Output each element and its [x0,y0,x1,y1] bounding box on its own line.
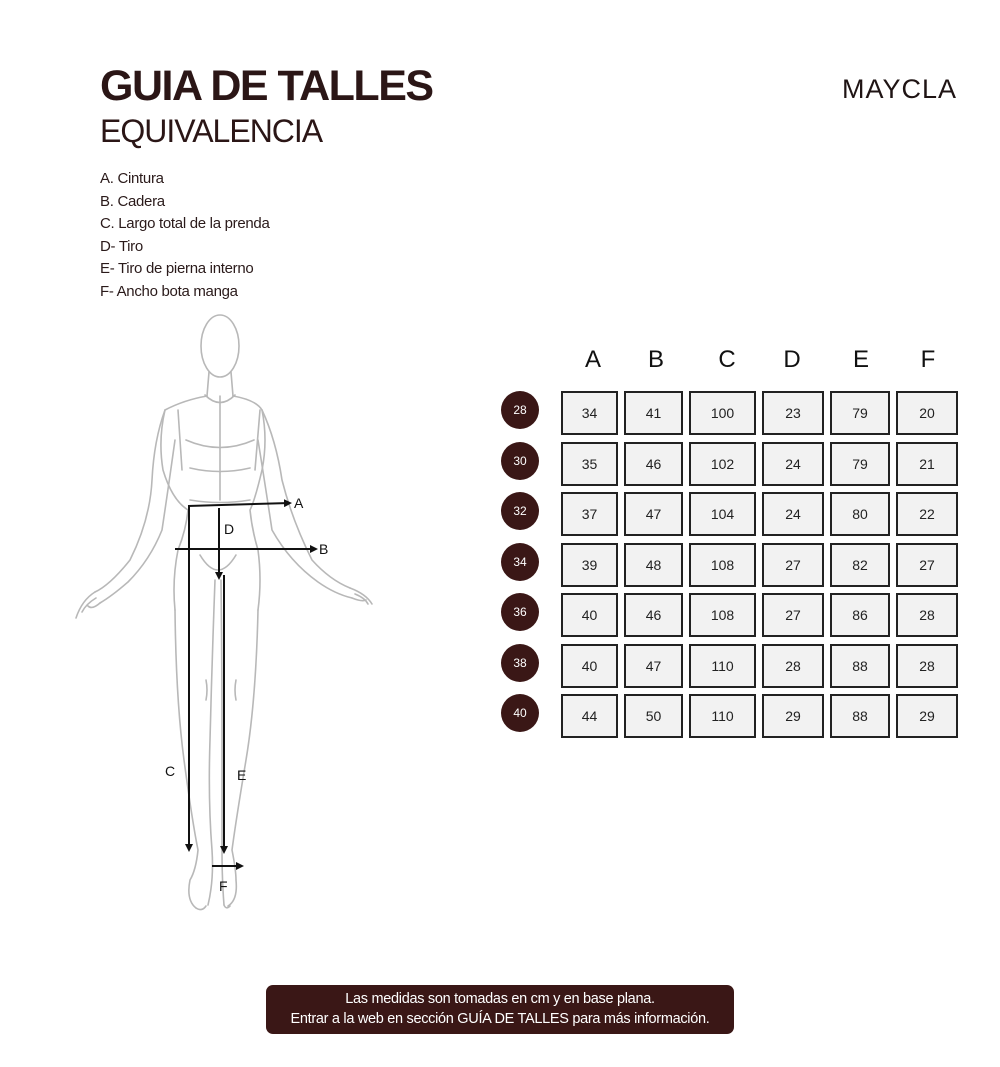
table-cell: 29 [762,694,824,738]
table-cell: 100 [689,391,756,435]
size-badge: 30 [501,442,539,480]
table-cell: 47 [624,644,683,688]
table-cell: 29 [896,694,958,738]
column-header-a: A [584,346,601,373]
figure-label-c: C [165,763,176,779]
figure-label-a: A [294,495,304,511]
table-cell: 110 [689,694,756,738]
table-cell: 88 [830,694,890,738]
legend-item-c: C. Largo total de la prenda [100,215,270,232]
footer-note-line-2: Entrar a la web en sección GUÍA DE TALLES para más información. [290,1011,710,1027]
table-cell: 24 [762,442,824,486]
table-cell: 39 [561,543,618,587]
table-cell: 37 [561,492,618,536]
table-cell: 47 [624,492,683,536]
legend-item-a: A. Cintura [100,170,164,187]
legend-item-d: D- Tiro [100,237,143,255]
table-cell: 80 [830,492,890,536]
table-cell: 88 [830,644,890,688]
table-cell: 28 [896,644,958,688]
table-cell: 27 [896,543,958,587]
column-header-c: C [718,346,736,373]
table-cell: 110 [689,644,756,688]
table-cell: 50 [624,694,683,738]
figure-label-e: E [237,767,247,783]
table-cell: 46 [624,593,683,637]
table-cell: 48 [624,543,683,587]
table-cell: 28 [896,593,958,637]
table-cell: 35 [561,442,618,486]
column-header-e: E [852,346,869,373]
table-cell: 79 [830,391,890,435]
table-cell: 23 [762,391,824,435]
figure-label-b: B [319,541,329,557]
table-cell: 104 [689,492,756,536]
size-badge: 36 [501,593,539,631]
table-cell: 102 [689,442,756,486]
table-cell: 28 [762,644,824,688]
table-cell: 27 [762,543,824,587]
page-title: GUIA DE TALLES [100,62,433,110]
table-cell: 27 [762,593,824,637]
measurement-legend [100,168,270,303]
table-cell: 24 [762,492,824,536]
table-cell: 82 [830,543,890,587]
figure-label-f: F [219,878,228,894]
legend-item-e: E- Tiro de pierna interno [100,260,254,277]
size-badge: 28 [501,391,539,429]
footer-note [266,985,734,1034]
table-cell: 34 [561,391,618,435]
measurement-lines [175,503,316,866]
table-cell: 46 [624,442,683,486]
column-header-d: D [783,346,801,373]
legend-item-f: F- Ancho bota manga [100,282,238,300]
size-badge: 34 [501,543,539,581]
column-header-f: F [920,346,936,373]
table-cell: 108 [689,543,756,587]
footer-note-line-1: Las medidas son tomadas en cm y en base plana. [345,991,655,1007]
figure-label-d: D [224,521,235,537]
size-badge: 40 [501,694,539,732]
table-cell: 44 [561,694,618,738]
size-badge: 32 [501,492,539,530]
table-cell: 20 [896,391,958,435]
table-cell: 108 [689,593,756,637]
size-badge: 38 [501,644,539,682]
table-cell: 21 [896,442,958,486]
table-cell: 86 [830,593,890,637]
table-cell: 79 [830,442,890,486]
column-header-b: B [647,346,664,373]
legend-item-b: B. Cadera [100,192,165,210]
table-cell: 40 [561,593,618,637]
brand-logo: MAYCLA [842,74,958,104]
table-cell: 41 [624,391,683,435]
page-subtitle: EQUIVALENCIA [100,113,323,149]
table-cell: 40 [561,644,618,688]
table-cell: 22 [896,492,958,536]
body-figure-illustration [68,310,388,915]
